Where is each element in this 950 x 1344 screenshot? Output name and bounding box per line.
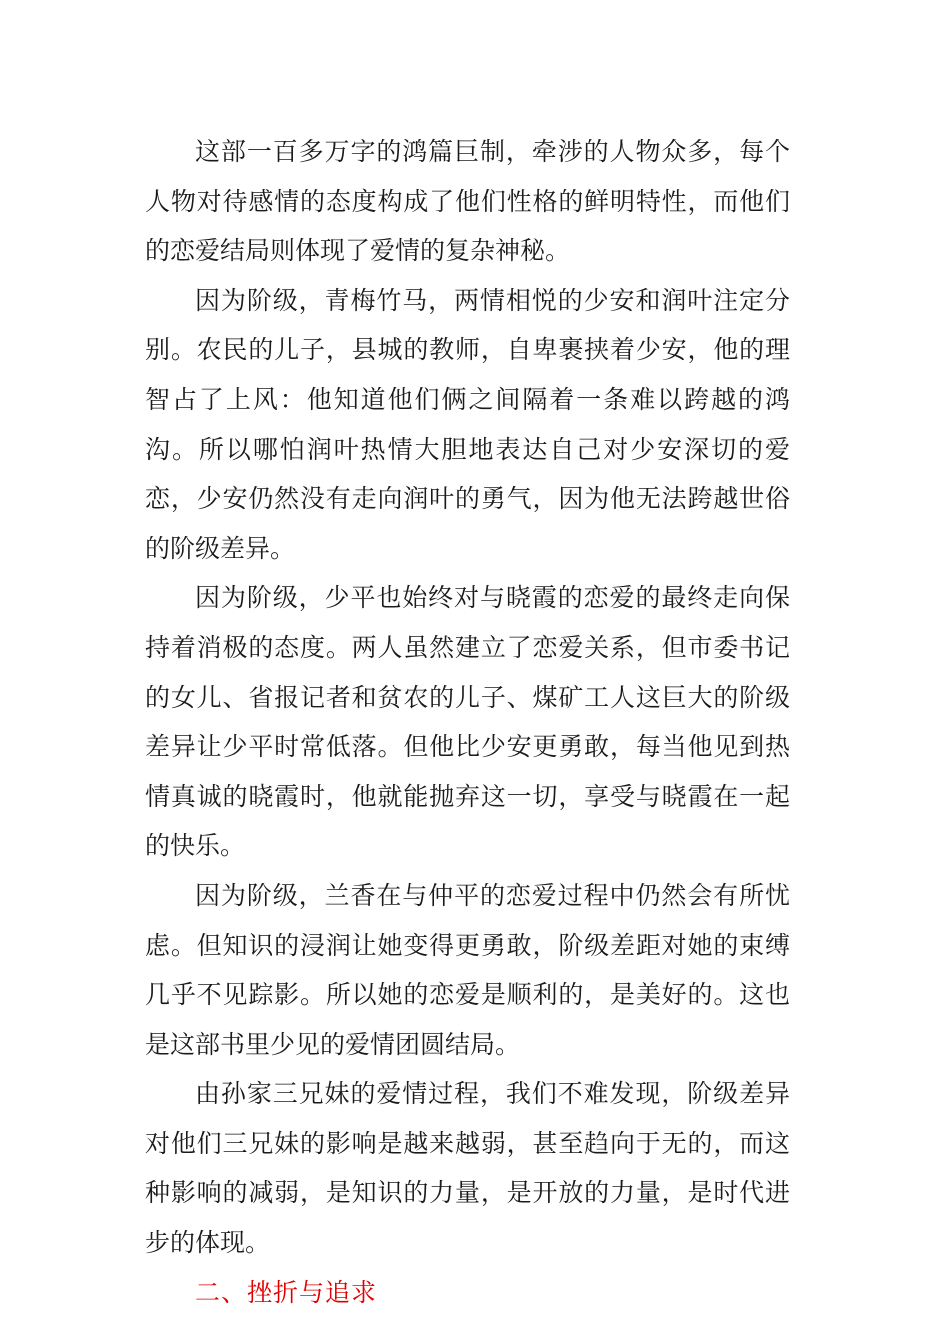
document-body: [145, 127, 790, 1317]
paragraph-2: 因为阶级，青梅竹马，两情相悦的少安和润叶注定分别。农民的儿子，县城的教师，自卑裹挟着少安，他的理智占了上风：他知道他们俩之间隔着一条难以跨越的鸿沟。所以哪怕润叶热情大胆地表达自己对少安深切的爱恋，少安仍然没有走向润叶的勇气，因为他无法跨越世俗的阶级差异。: [145, 285, 790, 563]
paragraph-1: 这部一百多万字的鸿篇巨制，牵涉的人物众多，每个人物对待感情的态度构成了他们性格的鲜明特性，而他们的恋爱结局则体现了爱情的复杂神秘。: [145, 137, 790, 266]
paragraph-5: 由孙家三兄妹的爱情过程，我们不难发现，阶级差异对他们三兄妹的影响是越来越弱，甚至趋向于无的，而这种影响的减弱，是知识的力量，是开放的力量，是时代进步的体现。: [145, 1079, 790, 1258]
paragraph-3: 因为阶级，少平也始终对与晓霞的恋爱的最终走向保持着消极的态度。两人虽然建立了恋爱关系，但市委书记的女儿、省报记者和贫农的儿子、煤矿工人这巨大的阶级差异让少平时常低落。但他比少安更勇敢，每当他见到热情真诚的晓霞时，他就能抛弃这一切，享受与晓霞在一起的快乐。: [145, 583, 790, 861]
section-heading: 二、挫折与追求: [195, 1277, 378, 1307]
paragraph-4: 因为阶级，兰香在与仲平的恋爱过程中仍然会有所忧虑。但知识的浸润让她变得更勇敢，阶级差距对她的束缚几乎不见踪影。所以她的恋爱是顺利的，是美好的。这也是这部书里少见的爱情团圆结局。: [145, 880, 790, 1059]
